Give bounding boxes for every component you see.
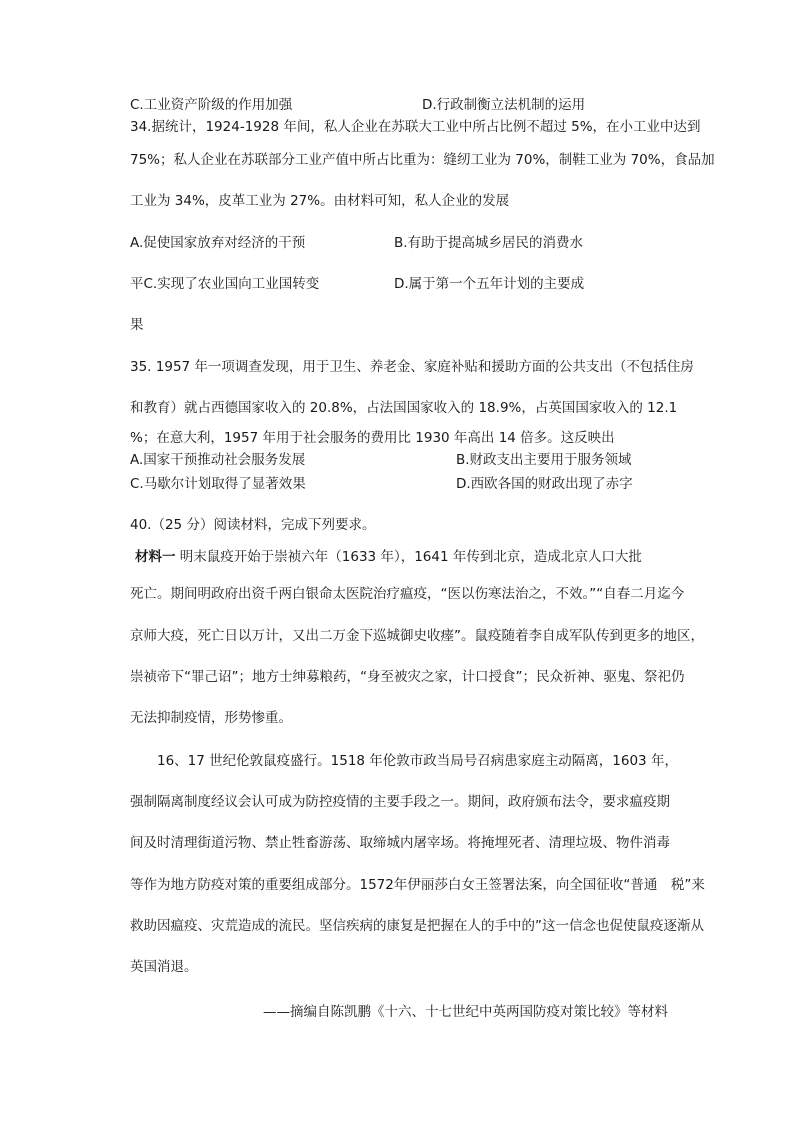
q34-option-d: D.属于第一个五年计划的主要成: [394, 276, 585, 292]
q35-option-b: B.财政支出主要用于服务领域: [456, 452, 632, 468]
q40-header: 40.（25 分）阅读材料，完成下列要求。: [130, 517, 376, 533]
q35-stem-line-1: 35. 1957 年一项调查发现，用于卫生、养老金、家庭补贴和援助方面的公共支出（不包括住房: [130, 359, 694, 375]
material-one-line-5: 无法抑制疫情，形势惨重。: [130, 710, 292, 726]
material-one-label: 材料一: [135, 549, 176, 565]
q35-stem-line-2: 和教育）就占西德国家收入的 20.8%，占法国国家收入的 18.9%，占英国国家收入的 12.1: [130, 400, 678, 416]
q35-option-d: D.西欧各国的财政出现了赤字: [456, 476, 633, 492]
q34-option-b: B.有助于提高城乡居民的消费水: [394, 235, 584, 251]
q33-option-d: D.行政制衡立法机制的运用: [422, 97, 586, 113]
q34-stem-line-2: 75%；私人企业在苏联部分工业产值中所占比重为：缝纫工业为 70%，制鞋工业为 70%，食品加: [130, 152, 715, 168]
q34-option-d-tail: 果: [130, 317, 144, 333]
material-source-citation: ——摘编自陈凯鹏《十六、十七世纪中英两国防疫对策比较》等材料: [263, 1004, 668, 1020]
material-two-line-5: 救助因瘟疫、灾荒造成的流民。坚信疾病的康复是把握在人的手中的”这一信念也促使鼠疫逐渐从: [130, 918, 704, 934]
material-two-line-2: 强制隔离制度经议会认可成为防控疫情的主要手段之一。期间，政府颁布法令，要求瘟疫期: [130, 794, 670, 810]
q33-option-c: C.工业资产阶级的作用加强: [130, 97, 293, 113]
material-two-line-1: 16、17 世纪伦敦鼠疫盛行。1518 年伦敦市政当局号召病患家庭主动隔离，1603 年，: [157, 753, 678, 769]
q35-option-a: A.国家干预推动社会服务发展: [130, 452, 306, 468]
q34-option-a: A.促使国家放弃对经济的干预: [130, 235, 306, 251]
material-one-line-2: 死亡。期间明政府出资千两白银命太医院治疗瘟疫，“医以伤寒法治之，不效。”“自春二月迄今: [130, 586, 685, 602]
q35-stem-line-3: %；在意大利，1957 年用于社会服务的费用比 1930 年高出 14 倍多。这反映出: [130, 430, 615, 446]
material-one-line-4: 崇祯帝下“罪己诏”；地方士绅募粮药，“身至被灾之家，计口授食”；民众祈神、驱鬼、祭祀仍: [130, 669, 685, 685]
material-one-text: 明末鼠疫开始于崇祯六年（1633 年），1641 年传到北京，造成北京人口大批: [175, 549, 642, 565]
material-two-line-3: 间及时清理街道污物、禁止牲畜游荡、取缔城内屠宰场。将掩埋死者、清理垃圾、物件消毒: [130, 835, 670, 851]
material-one-line-1: [135, 548, 642, 566]
material-two-line-6: 英国消退。: [130, 959, 198, 975]
material-one-line-3: 京师大疫，死亡日以万计，又出二万金下巡城御史收瘗”。鼠疫随着李自成军队传到更多的地区，: [130, 628, 704, 644]
q35-option-c: C.马歇尔计划取得了显著效果: [130, 476, 306, 492]
q34-stem-line-3: 工业为 34%，皮革工业为 27%。由材料可知，私人企业的发展: [130, 193, 510, 209]
q34-option-c: 平C.实现了农业国向工业国转变: [130, 276, 320, 292]
q34-stem-line-1: 34.据统计，1924-1928 年间，私人企业在苏联大工业中所占比例不超过 5%，在小工业中达到: [130, 119, 701, 135]
material-two-line-4: 等作为地方防疫对策的重要组成部分。1572年伊丽莎白女王签署法案，向全国征收“普通 税”来: [130, 877, 705, 893]
